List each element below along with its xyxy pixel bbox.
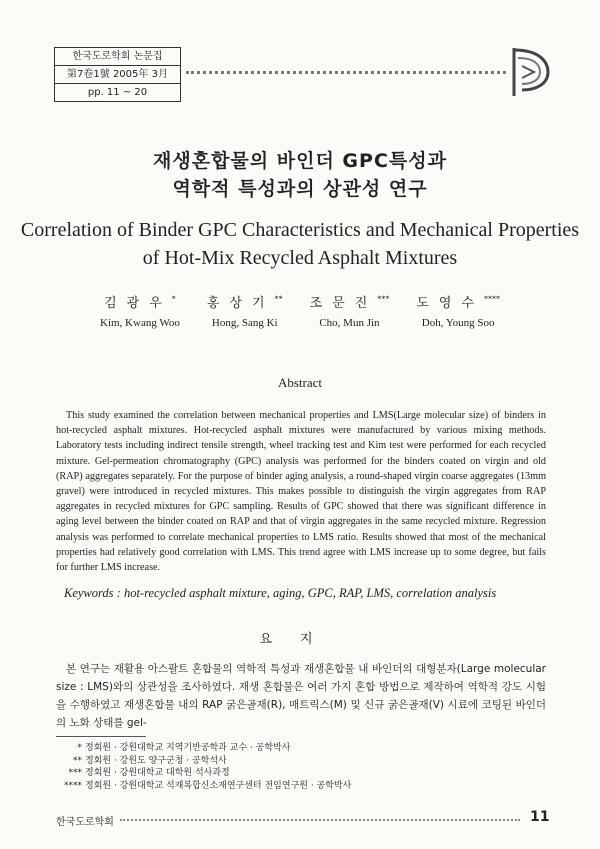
footnote-mark: **: [73, 755, 82, 766]
author-mark: *: [171, 294, 176, 304]
footnote-rule: [56, 736, 146, 737]
journal-volume: 第7卷1號 2005年 3月: [55, 66, 180, 84]
title-korean-line-2: 역학적 특성과의 상관성 연구: [172, 178, 428, 200]
author-name-ko: 조문진: [309, 296, 378, 311]
author-name-en: Kim, Kwang Woo: [100, 317, 180, 329]
author-3: [310, 292, 390, 329]
title-english-line-2: of Hot-Mix Recycled Asphalt Mixtures: [142, 247, 458, 269]
author-name-en: Cho, Mun Jin: [319, 317, 380, 329]
author-name-ko: 홍상기: [206, 296, 275, 311]
footnote-text: 정회원 · 강원대학교 대학원 석사과정: [85, 768, 230, 778]
footnote-text: 정회원 · 강원대학교 석재복합신소재연구센터 전임연구원 · 공학박사: [85, 780, 352, 791]
journal-logo-icon: [508, 44, 554, 100]
footnote: [60, 767, 351, 780]
keywords: Keywords : hot-recycled asphalt mixture, aging, GPC, RAP, LMS, correlation analysis: [64, 586, 497, 600]
summary-text: 본 연구는 재활용 아스팔트 혼합물의 역학적 특성과 재생혼합물 내 바인더의 대형분자(Large molecular size : LMS)와의 상관성을 조사하였다. 재생 혼합물은 여러 가지 혼합 방법으로 제작하여 역학적 강도 시험을 수행하였고 재생혼합물 내의 RAP 굵은골재(R), 매트릭스(M) 및 신규 굵은골재(V) 시료에 코팅된 바인더의 노화 상태를 gel-: [56, 663, 546, 729]
header-dotted-rule: [186, 71, 506, 74]
footnote: [60, 780, 351, 793]
abstract-text: This study examined the correlation between mechanical properties and LMS(Large molecular size) of binders in hot-recycled asphalt mixtures. Hot-recycled asphalt mixtures were manufactured by various mixing methods. Laboratory tests including indirect tensile strength, wheel tracking test and Kim test were performed for each recycled mixture. Gel-permeation chromatography (GPC) analysis was performed for the binders coated on virgin and old (RAP) aggregates separately. For the purpose of binder aging analysis, a round-shaped virgin coarse aggregates (13mm gravel) were introduced in recycled mixtures. This makes possible to distinguish the virgin aggregates from RAP aggregates in recycled mixtures for GPC sampling. Results of GPC showed that there was significant difference in aging level between the binder coated on RAP and that of virgin aggregates in the same recycled mixture. Regression analysis was performed to correlate mechanical properties to LMS ratio. Results showed that most of the mechanical properties had relatively good correlation with LMS. This trend agree with LMS increase up to some degree, but fails for further LMS increase.: [56, 410, 546, 574]
footnote-text: 정회원 · 강원도 양구군청 · 공학석사: [85, 755, 227, 766]
author-1: [100, 292, 180, 329]
author-list: [100, 292, 500, 329]
title-korean-line-1: 재생혼합물의 바인더 GPC특성과: [153, 150, 447, 172]
summary-heading: 요지: [259, 632, 341, 647]
author-mark: **: [274, 294, 283, 304]
author-4: [416, 292, 500, 329]
journal-pages: pp. 11 ~ 20: [87, 87, 148, 98]
footnotes: [60, 742, 351, 792]
footer-society: 한국도로학회: [56, 817, 114, 828]
page-number: 11: [530, 809, 550, 825]
journal-name: 한국도로학회 논문집: [55, 48, 180, 66]
journal-info-box: [54, 47, 181, 102]
footnote-text: 정회원 · 강원대학교 지역기반공학과 교수 · 공학박사: [85, 743, 291, 753]
abstract-heading: Abstract: [277, 375, 323, 390]
footnote: [60, 742, 351, 755]
author-2: [207, 292, 283, 329]
title-english-line-1: Correlation of Binder GPC Characteristics and Mechanical Properties: [20, 219, 580, 241]
footnote-mark: ****: [64, 780, 82, 791]
author-mark: ****: [484, 294, 500, 304]
author-name-en: Doh, Young Soo: [421, 317, 495, 329]
footnote-mark: *: [77, 743, 82, 753]
author-mark: ***: [377, 294, 390, 304]
author-name-en: Hong, Sang Ki: [211, 317, 278, 329]
footnote-mark: ***: [68, 768, 82, 778]
footer-dotted-rule: [120, 819, 520, 821]
author-name-ko: 도영수: [416, 296, 484, 311]
footnote: [60, 755, 351, 768]
author-name-ko: 김광우: [104, 296, 172, 311]
